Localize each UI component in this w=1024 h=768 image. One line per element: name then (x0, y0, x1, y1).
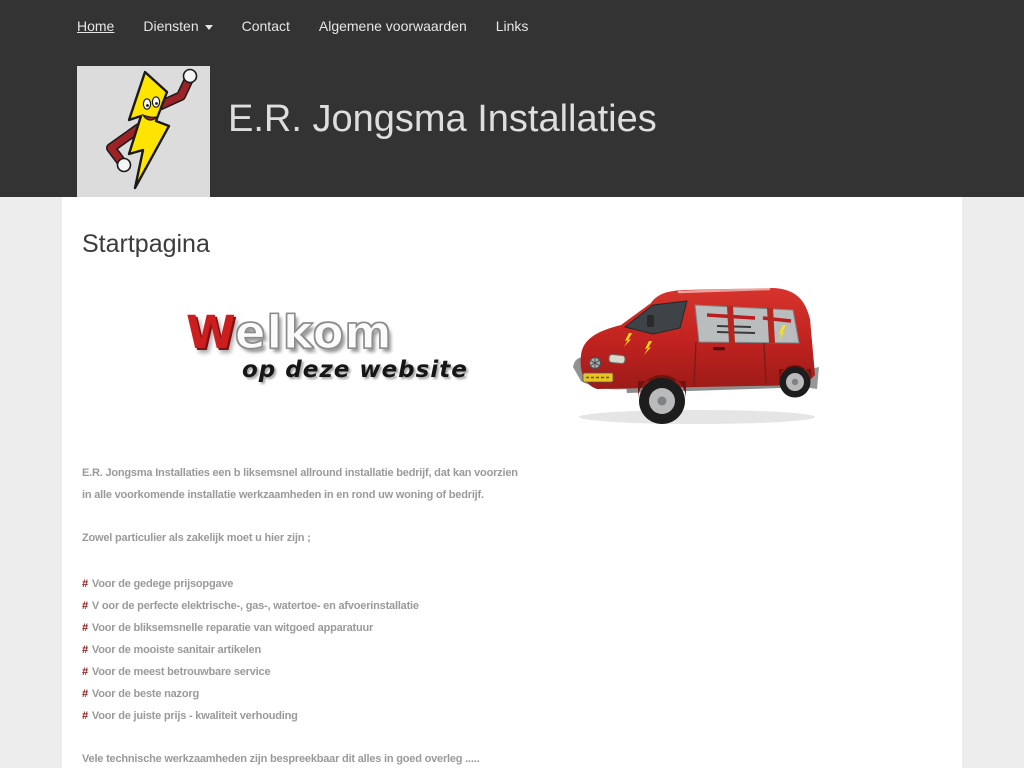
list-item (82, 573, 862, 595)
closing-text: Vele technische werkzaamheden zijn bespreekbaar dit alles in goed overleg ..... (82, 753, 480, 765)
nav-item-algemene-voorwaarden-label: Algemene voorwaarden (318, 18, 467, 34)
bullet-text: V oor de perfecte elektrische-, gas-, watertoe- en afvoerinstallatie (91, 600, 419, 612)
bullet-marker: # (82, 644, 88, 656)
red-van-icon (567, 281, 825, 427)
lead-text: Zowel particulier als zakelijk moet u hier zijn ; (82, 532, 311, 544)
bullet-marker: # (82, 600, 88, 612)
top-nav (77, 0, 557, 52)
welcome-rest: elkom (235, 306, 393, 359)
bullet-text: Voor de bliksemsnelle reparatie van witgoed apparatuur (91, 622, 374, 634)
list-item (82, 705, 862, 727)
nav-item-home[interactable] (77, 18, 114, 34)
bullet-marker: # (82, 622, 88, 634)
nav-item-links-label: Links (495, 18, 529, 34)
chevron-down-icon (205, 25, 213, 30)
nav-item-contact[interactable] (242, 18, 290, 34)
list-item (82, 595, 862, 617)
list-item (82, 639, 862, 661)
list-item (82, 683, 862, 705)
list-item (82, 617, 862, 639)
site-title: E.R. Jongsma Installaties (228, 98, 657, 141)
nav-item-contact-label: Contact (241, 18, 290, 34)
nav-item-diensten[interactable] (143, 18, 212, 34)
bullet-text: Voor de meest betrouwbare service (91, 666, 271, 678)
bullet-marker: # (82, 578, 88, 590)
nav-item-diensten-label: Diensten (143, 18, 199, 34)
welcome-initial: W (186, 306, 236, 359)
bullet-marker: # (82, 688, 88, 700)
intro-line-1: E.R. Jongsma Installaties een b liksemsnel allround installatie bedrijf, dat kan voorzien (82, 467, 518, 479)
bullet-marker: # (82, 666, 88, 678)
nav-item-home-label: Home (77, 18, 115, 34)
site-header (0, 0, 1024, 197)
bullet-text: Voor de juiste prijs - kwaliteit verhouding (91, 710, 298, 722)
bullet-text: Voor de mooiste sanitair artikelen (91, 644, 261, 656)
bullet-text: Voor de beste nazorg (91, 688, 199, 700)
company-van-photo (567, 281, 825, 427)
welcome-subtitle: op deze website (242, 357, 468, 383)
logo-lightning-mascot[interactable] (77, 66, 210, 197)
content (62, 197, 962, 768)
nav-item-links[interactable] (496, 18, 529, 34)
bullet-text: Voor de gedege prijsopgave (91, 578, 234, 590)
nav-item-algemene-voorwaarden[interactable] (319, 18, 467, 34)
bullet-marker: # (82, 710, 88, 722)
page-title: Startpagina (82, 230, 210, 258)
welcome-word (186, 306, 468, 359)
intro-line-2: in alle voorkomende installatie werkzaamheden in en rond uw woning of bedrijf. (82, 489, 484, 501)
lightning-bolt-mascot-icon (77, 66, 210, 197)
body-copy (82, 462, 862, 768)
intro-paragraph (82, 462, 862, 506)
list-item (82, 661, 862, 683)
welcome-graphic (186, 306, 468, 383)
bullet-list (82, 573, 862, 727)
